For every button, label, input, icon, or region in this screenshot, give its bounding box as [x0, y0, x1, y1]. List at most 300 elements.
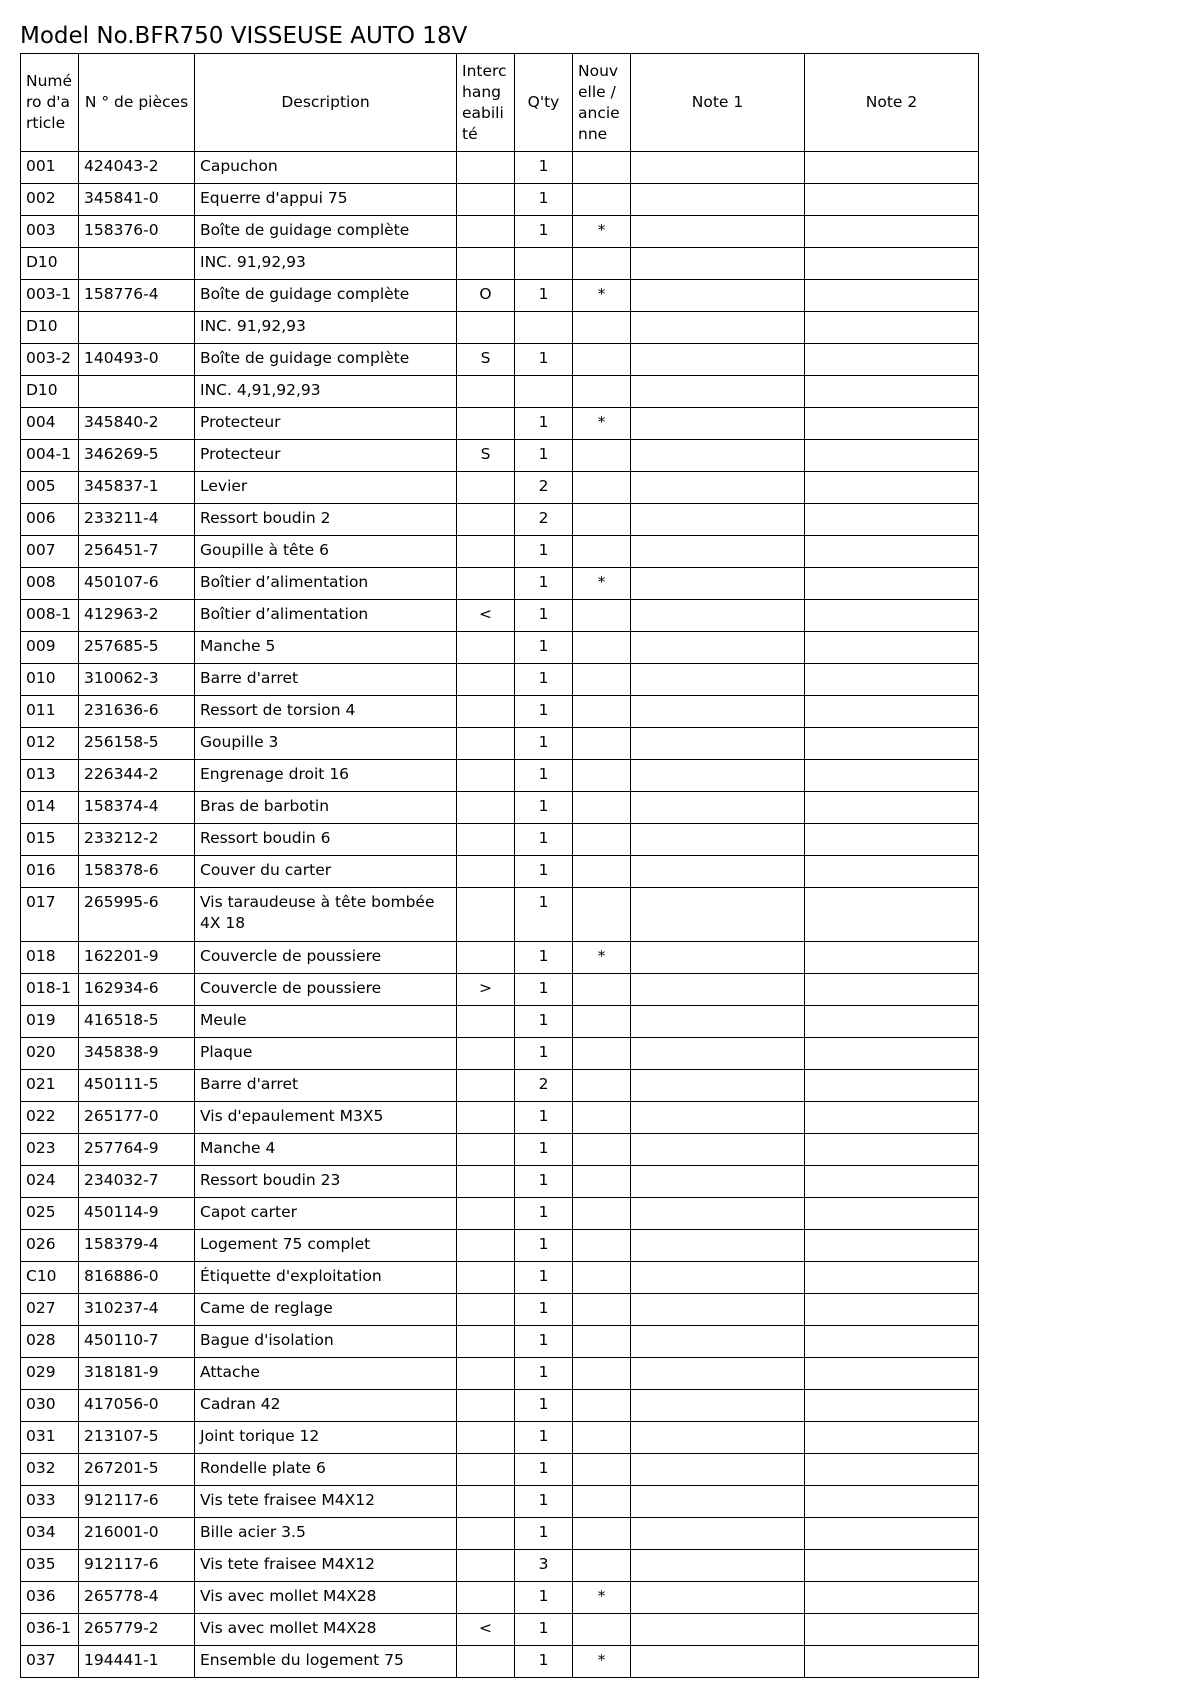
cell-interchangeability	[457, 1166, 515, 1198]
cell-note2	[805, 760, 979, 792]
cell-description: Boîte de guidage complète	[195, 280, 457, 312]
cell-item-no: 026	[21, 1230, 79, 1262]
cell-new-old	[573, 1262, 631, 1294]
cell-part-no: 265779-2	[79, 1614, 195, 1646]
table-row	[21, 1326, 979, 1358]
cell-note2	[805, 280, 979, 312]
cell-qty: 1	[515, 1358, 573, 1390]
cell-part-no: 140493-0	[79, 344, 195, 376]
cell-note1	[631, 1070, 805, 1102]
cell-description: Attache	[195, 1358, 457, 1390]
cell-interchangeability	[457, 888, 515, 942]
cell-qty: 1	[515, 1614, 573, 1646]
cell-item-no: 024	[21, 1166, 79, 1198]
cell-description: Protecteur	[195, 440, 457, 472]
cell-interchangeability: S	[457, 440, 515, 472]
cell-qty: 1	[515, 664, 573, 696]
cell-note2	[805, 152, 979, 184]
cell-interchangeability	[457, 1134, 515, 1166]
cell-item-no: 003	[21, 216, 79, 248]
cell-new-old: *	[573, 1582, 631, 1614]
cell-interchangeability	[457, 824, 515, 856]
cell-qty: 2	[515, 1070, 573, 1102]
cell-item-no: 014	[21, 792, 79, 824]
cell-qty: 1	[515, 600, 573, 632]
cell-new-old: *	[573, 408, 631, 440]
table-row	[21, 1230, 979, 1262]
cell-item-no: 009	[21, 632, 79, 664]
cell-interchangeability	[457, 1198, 515, 1230]
cell-qty	[515, 376, 573, 408]
cell-interchangeability	[457, 1262, 515, 1294]
cell-note2	[805, 792, 979, 824]
cell-note1	[631, 664, 805, 696]
cell-new-old	[573, 248, 631, 280]
cell-note1	[631, 1198, 805, 1230]
cell-item-no: 005	[21, 472, 79, 504]
cell-interchangeability	[457, 1518, 515, 1550]
cell-item-no: 019	[21, 1006, 79, 1038]
cell-new-old	[573, 472, 631, 504]
cell-qty: 1	[515, 728, 573, 760]
cell-part-no: 267201-5	[79, 1454, 195, 1486]
cell-note1	[631, 1486, 805, 1518]
cell-interchangeability	[457, 792, 515, 824]
cell-part-no: 257764-9	[79, 1134, 195, 1166]
header-qty: Q'ty	[515, 54, 573, 152]
cell-new-old	[573, 1614, 631, 1646]
cell-item-no: 030	[21, 1390, 79, 1422]
cell-interchangeability	[457, 1102, 515, 1134]
table-row	[21, 216, 979, 248]
table-row	[21, 1390, 979, 1422]
cell-note2	[805, 856, 979, 888]
cell-part-no: 162934-6	[79, 974, 195, 1006]
cell-item-no: 032	[21, 1454, 79, 1486]
cell-note1	[631, 1646, 805, 1678]
cell-new-old: *	[573, 280, 631, 312]
cell-note2	[805, 888, 979, 942]
cell-part-no: 162201-9	[79, 942, 195, 974]
table-row	[21, 1134, 979, 1166]
cell-item-no: 034	[21, 1518, 79, 1550]
cell-note2	[805, 312, 979, 344]
cell-item-no: 018	[21, 942, 79, 974]
cell-new-old: *	[573, 942, 631, 974]
cell-qty: 1	[515, 1198, 573, 1230]
cell-part-no: 194441-1	[79, 1646, 195, 1678]
cell-item-no: 008	[21, 568, 79, 600]
cell-description: Vis avec mollet M4X28	[195, 1582, 457, 1614]
cell-new-old	[573, 440, 631, 472]
cell-note1	[631, 1230, 805, 1262]
cell-interchangeability	[457, 1358, 515, 1390]
cell-description: Boîte de guidage complète	[195, 344, 457, 376]
cell-interchangeability	[457, 696, 515, 728]
cell-item-no: 003-2	[21, 344, 79, 376]
cell-note2	[805, 664, 979, 696]
cell-note2	[805, 1390, 979, 1422]
cell-item-no: 006	[21, 504, 79, 536]
cell-part-no: 257685-5	[79, 632, 195, 664]
cell-item-no: 022	[21, 1102, 79, 1134]
cell-note2	[805, 1454, 979, 1486]
cell-part-no: 816886-0	[79, 1262, 195, 1294]
cell-qty: 1	[515, 1262, 573, 1294]
table-row	[21, 1422, 979, 1454]
cell-note2	[805, 504, 979, 536]
cell-item-no: 035	[21, 1550, 79, 1582]
cell-note1	[631, 728, 805, 760]
table-row	[21, 280, 979, 312]
cell-note1	[631, 504, 805, 536]
cell-note2	[805, 344, 979, 376]
cell-part-no: 310237-4	[79, 1294, 195, 1326]
cell-interchangeability: <	[457, 600, 515, 632]
cell-item-no: 011	[21, 696, 79, 728]
header-item-no: Numéro d'article	[21, 54, 79, 152]
cell-qty: 1	[515, 1230, 573, 1262]
table-row	[21, 1646, 979, 1678]
cell-note2	[805, 942, 979, 974]
cell-new-old	[573, 632, 631, 664]
table-row	[21, 1614, 979, 1646]
cell-item-no: 021	[21, 1070, 79, 1102]
cell-new-old	[573, 376, 631, 408]
cell-interchangeability	[457, 1646, 515, 1678]
parts-table	[20, 53, 979, 1678]
cell-qty: 1	[515, 792, 573, 824]
cell-interchangeability	[457, 152, 515, 184]
cell-new-old	[573, 344, 631, 376]
cell-part-no: 234032-7	[79, 1166, 195, 1198]
cell-qty	[515, 248, 573, 280]
cell-note2	[805, 184, 979, 216]
cell-new-old	[573, 152, 631, 184]
cell-item-no: 007	[21, 536, 79, 568]
table-row	[21, 472, 979, 504]
cell-description: Rondelle plate 6	[195, 1454, 457, 1486]
cell-part-no: 216001-0	[79, 1518, 195, 1550]
cell-part-no: 310062-3	[79, 664, 195, 696]
cell-note1	[631, 1134, 805, 1166]
cell-note2	[805, 1646, 979, 1678]
cell-qty: 1	[515, 344, 573, 376]
cell-part-no: 158374-4	[79, 792, 195, 824]
table-row	[21, 312, 979, 344]
cell-note2	[805, 1006, 979, 1038]
cell-qty: 1	[515, 1518, 573, 1550]
header-interchangeability: Interchangeabilité	[457, 54, 515, 152]
cell-new-old	[573, 824, 631, 856]
cell-part-no	[79, 248, 195, 280]
cell-new-old: *	[573, 216, 631, 248]
cell-note2	[805, 1518, 979, 1550]
cell-note1	[631, 1518, 805, 1550]
cell-interchangeability	[457, 728, 515, 760]
cell-part-no: 158379-4	[79, 1230, 195, 1262]
table-row	[21, 664, 979, 696]
cell-description: Boîtier d’alimentation	[195, 600, 457, 632]
cell-interchangeability	[457, 568, 515, 600]
cell-interchangeability	[457, 1582, 515, 1614]
cell-note1	[631, 1102, 805, 1134]
cell-qty: 1	[515, 1294, 573, 1326]
cell-note2	[805, 536, 979, 568]
cell-note1	[631, 632, 805, 664]
cell-note1	[631, 152, 805, 184]
cell-new-old	[573, 1198, 631, 1230]
cell-new-old	[573, 504, 631, 536]
cell-description: Joint torique 12	[195, 1422, 457, 1454]
cell-interchangeability	[457, 1326, 515, 1358]
cell-part-no: 158378-6	[79, 856, 195, 888]
cell-description: Barre d'arret	[195, 664, 457, 696]
cell-note2	[805, 1038, 979, 1070]
cell-new-old	[573, 1454, 631, 1486]
cell-item-no: C10	[21, 1262, 79, 1294]
cell-item-no: 001	[21, 152, 79, 184]
cell-qty: 1	[515, 888, 573, 942]
cell-description: Vis taraudeuse à tête bombée 4X 18	[195, 888, 457, 942]
cell-new-old	[573, 1102, 631, 1134]
cell-description: Couver du carter	[195, 856, 457, 888]
cell-item-no: 027	[21, 1294, 79, 1326]
document-title: Model No.BFR750 VISSEUSE AUTO 18V	[20, 23, 468, 49]
cell-interchangeability: <	[457, 1614, 515, 1646]
cell-part-no	[79, 312, 195, 344]
cell-note2	[805, 1294, 979, 1326]
cell-new-old	[573, 1358, 631, 1390]
table-row	[21, 824, 979, 856]
cell-new-old	[573, 696, 631, 728]
cell-description: Ensemble du logement 75	[195, 1646, 457, 1678]
cell-item-no: 036	[21, 1582, 79, 1614]
cell-description: Goupille à tête 6	[195, 536, 457, 568]
cell-qty: 1	[515, 824, 573, 856]
cell-item-no: 017	[21, 888, 79, 942]
cell-interchangeability	[457, 1486, 515, 1518]
cell-interchangeability	[457, 1006, 515, 1038]
cell-new-old	[573, 1230, 631, 1262]
cell-description: Bille acier 3.5	[195, 1518, 457, 1550]
cell-note1	[631, 856, 805, 888]
cell-part-no: 450114-9	[79, 1198, 195, 1230]
cell-note1	[631, 1166, 805, 1198]
cell-qty: 1	[515, 536, 573, 568]
cell-description: Logement 75 complet	[195, 1230, 457, 1262]
cell-note2	[805, 1486, 979, 1518]
cell-description: Couvercle de poussiere	[195, 942, 457, 974]
cell-item-no: 004	[21, 408, 79, 440]
cell-item-no: 020	[21, 1038, 79, 1070]
table-row	[21, 888, 979, 942]
cell-description: Engrenage droit 16	[195, 760, 457, 792]
cell-note2	[805, 1166, 979, 1198]
cell-description: Bague d'isolation	[195, 1326, 457, 1358]
table-row	[21, 1166, 979, 1198]
cell-part-no: 912117-6	[79, 1486, 195, 1518]
cell-interchangeability	[457, 1454, 515, 1486]
cell-qty: 1	[515, 1102, 573, 1134]
header-description: Description	[195, 54, 457, 152]
cell-interchangeability: >	[457, 974, 515, 1006]
cell-note1	[631, 974, 805, 1006]
cell-description: Cadran 42	[195, 1390, 457, 1422]
table-row	[21, 376, 979, 408]
cell-qty: 1	[515, 280, 573, 312]
cell-note2	[805, 1582, 979, 1614]
cell-part-no: 345837-1	[79, 472, 195, 504]
cell-description: Meule	[195, 1006, 457, 1038]
cell-new-old	[573, 312, 631, 344]
cell-note2	[805, 1070, 979, 1102]
cell-part-no: 345840-2	[79, 408, 195, 440]
table-row	[21, 184, 979, 216]
cell-new-old	[573, 664, 631, 696]
cell-interchangeability	[457, 536, 515, 568]
cell-description: Couvercle de poussiere	[195, 974, 457, 1006]
header-note1: Note 1	[631, 54, 805, 152]
header-new-old: Nouvelle / ancienne	[573, 54, 631, 152]
cell-note1	[631, 440, 805, 472]
table-row	[21, 440, 979, 472]
table-row	[21, 1262, 979, 1294]
cell-description: Came de reglage	[195, 1294, 457, 1326]
cell-part-no: 265778-4	[79, 1582, 195, 1614]
cell-description: Vis avec mollet M4X28	[195, 1614, 457, 1646]
cell-item-no: D10	[21, 376, 79, 408]
table-row	[21, 792, 979, 824]
cell-description: Bras de barbotin	[195, 792, 457, 824]
cell-new-old	[573, 888, 631, 942]
cell-interchangeability	[457, 942, 515, 974]
cell-note1	[631, 1550, 805, 1582]
cell-new-old	[573, 1390, 631, 1422]
cell-part-no: 417056-0	[79, 1390, 195, 1422]
cell-new-old	[573, 184, 631, 216]
cell-item-no: 004-1	[21, 440, 79, 472]
cell-item-no: 023	[21, 1134, 79, 1166]
table-row	[21, 1550, 979, 1582]
cell-note2	[805, 600, 979, 632]
cell-interchangeability	[457, 1550, 515, 1582]
cell-item-no: 010	[21, 664, 79, 696]
cell-description: Vis d'epaulement M3X5	[195, 1102, 457, 1134]
cell-description: Boîtier d’alimentation	[195, 568, 457, 600]
table-row	[21, 1518, 979, 1550]
cell-item-no: 003-1	[21, 280, 79, 312]
cell-description: Manche 5	[195, 632, 457, 664]
cell-description: Vis tete fraisee M4X12	[195, 1550, 457, 1582]
cell-note1	[631, 760, 805, 792]
cell-item-no: 018-1	[21, 974, 79, 1006]
cell-qty: 1	[515, 1390, 573, 1422]
table-row	[21, 536, 979, 568]
cell-item-no: 033	[21, 1486, 79, 1518]
cell-note2	[805, 408, 979, 440]
cell-note1	[631, 536, 805, 568]
header-note2: Note 2	[805, 54, 979, 152]
cell-note1	[631, 1326, 805, 1358]
cell-new-old	[573, 760, 631, 792]
cell-note1	[631, 888, 805, 942]
cell-note1	[631, 792, 805, 824]
header-row	[21, 54, 979, 152]
cell-note1	[631, 1390, 805, 1422]
cell-note1	[631, 472, 805, 504]
cell-new-old	[573, 1422, 631, 1454]
cell-new-old	[573, 728, 631, 760]
cell-qty: 1	[515, 1582, 573, 1614]
cell-description: Vis tete fraisee M4X12	[195, 1486, 457, 1518]
cell-description: Ressort de torsion 4	[195, 696, 457, 728]
cell-part-no: 450110-7	[79, 1326, 195, 1358]
cell-note2	[805, 1198, 979, 1230]
cell-interchangeability	[457, 1230, 515, 1262]
cell-note2	[805, 216, 979, 248]
cell-description: Boîte de guidage complète	[195, 216, 457, 248]
cell-note1	[631, 1422, 805, 1454]
cell-interchangeability	[457, 1294, 515, 1326]
cell-qty	[515, 312, 573, 344]
cell-new-old	[573, 1038, 631, 1070]
cell-description: Ressort boudin 6	[195, 824, 457, 856]
cell-note2	[805, 1230, 979, 1262]
cell-note2	[805, 1134, 979, 1166]
cell-note1	[631, 1614, 805, 1646]
cell-qty: 1	[515, 408, 573, 440]
cell-item-no: 002	[21, 184, 79, 216]
cell-interchangeability	[457, 472, 515, 504]
cell-part-no: 450107-6	[79, 568, 195, 600]
table-row	[21, 1006, 979, 1038]
cell-interchangeability	[457, 184, 515, 216]
cell-qty: 1	[515, 184, 573, 216]
cell-qty: 1	[515, 760, 573, 792]
table-row	[21, 1038, 979, 1070]
cell-new-old: *	[573, 1646, 631, 1678]
cell-interchangeability	[457, 312, 515, 344]
cell-qty: 1	[515, 440, 573, 472]
cell-new-old	[573, 1134, 631, 1166]
cell-description: Capuchon	[195, 152, 457, 184]
cell-note1	[631, 1358, 805, 1390]
cell-interchangeability	[457, 1038, 515, 1070]
cell-note2	[805, 472, 979, 504]
header-part-no: N ° de pièces	[79, 54, 195, 152]
cell-qty: 1	[515, 942, 573, 974]
cell-qty: 1	[515, 856, 573, 888]
cell-part-no: 233211-4	[79, 504, 195, 536]
cell-note1	[631, 942, 805, 974]
cell-note2	[805, 974, 979, 1006]
cell-note2	[805, 728, 979, 760]
cell-description: INC. 4,91,92,93	[195, 376, 457, 408]
cell-part-no: 256451-7	[79, 536, 195, 568]
cell-note2	[805, 1358, 979, 1390]
cell-interchangeability	[457, 1390, 515, 1422]
cell-note1	[631, 1006, 805, 1038]
cell-note1	[631, 184, 805, 216]
cell-description: Protecteur	[195, 408, 457, 440]
cell-description: Equerre d'appui 75	[195, 184, 457, 216]
cell-description: Levier	[195, 472, 457, 504]
table-row	[21, 152, 979, 184]
cell-part-no: 265177-0	[79, 1102, 195, 1134]
cell-qty: 1	[515, 1166, 573, 1198]
cell-new-old	[573, 1294, 631, 1326]
